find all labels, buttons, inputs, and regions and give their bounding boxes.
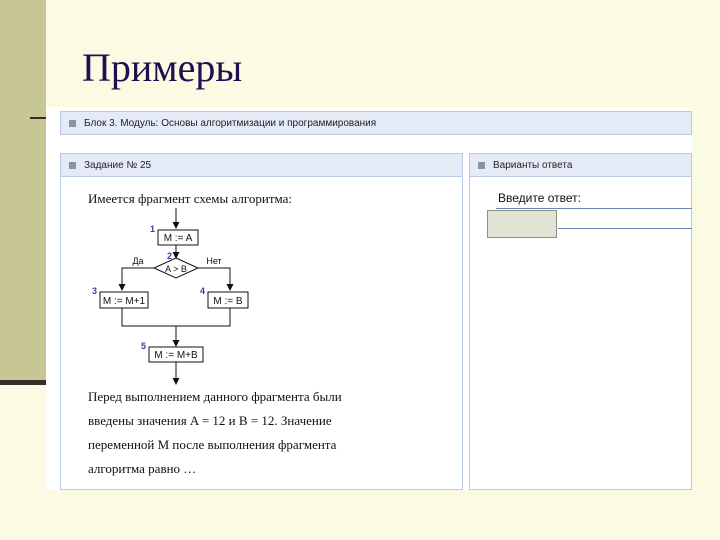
- flowchart-box-5-text: M := M+B: [154, 350, 198, 361]
- block-header: [60, 111, 692, 135]
- step-number-3: 3: [91, 286, 97, 296]
- square-bullet-icon: [69, 162, 76, 169]
- question-line-2: введены значения A = 12 и B = 12. Значение: [88, 413, 332, 428]
- flowchart-box-3-text: M := M+1: [102, 296, 146, 307]
- answer-panel-title: Варианты ответа: [493, 159, 573, 171]
- flowchart-box-1-text: M := A: [163, 233, 193, 244]
- flow-merge-left: [122, 308, 176, 326]
- flowchart-box-4-text: M := B: [213, 296, 243, 307]
- step-number-1: 1: [149, 224, 155, 234]
- answer-input[interactable]: [487, 210, 557, 238]
- slide-title: Примеры: [82, 45, 243, 90]
- square-bullet-icon: [478, 162, 485, 169]
- step-number-2: 2: [166, 251, 172, 261]
- flow-branch-yes: [122, 268, 154, 290]
- step-number-4: 4: [199, 286, 205, 296]
- square-bullet-icon: [69, 120, 76, 127]
- answer-panel-header: [469, 153, 692, 177]
- flowchart-yes-label: Да: [132, 256, 144, 266]
- flow-merge-right: [176, 308, 230, 326]
- task-intro: Имеется фрагмент схемы алгоритма:: [88, 191, 293, 206]
- question-line-3: переменной M после выполнения фрагмента: [88, 437, 337, 452]
- block-header-text: Блок 3. Модуль: Основы алгоритмизации и программирования: [84, 117, 377, 129]
- question-line-4: алгоритма равно …: [88, 461, 197, 476]
- algorithm-flowchart: [86, 208, 286, 388]
- step-number-5: 5: [140, 341, 146, 351]
- test-screenshot: [46, 107, 692, 490]
- flowchart-decision-text: A > B: [165, 264, 187, 274]
- question-line-1: Перед выполнением данного фрагмента были: [88, 389, 342, 404]
- answer-label: Введите ответ:: [498, 191, 581, 205]
- slide-left-bar: [0, 0, 46, 385]
- answer-divider-2: [558, 228, 692, 229]
- answer-divider: [496, 208, 692, 209]
- slide-left-rule: [0, 380, 46, 385]
- task-panel-header: [60, 153, 463, 177]
- flowchart-no-label: Нет: [206, 256, 222, 266]
- task-panel-title: Задание № 25: [84, 159, 152, 171]
